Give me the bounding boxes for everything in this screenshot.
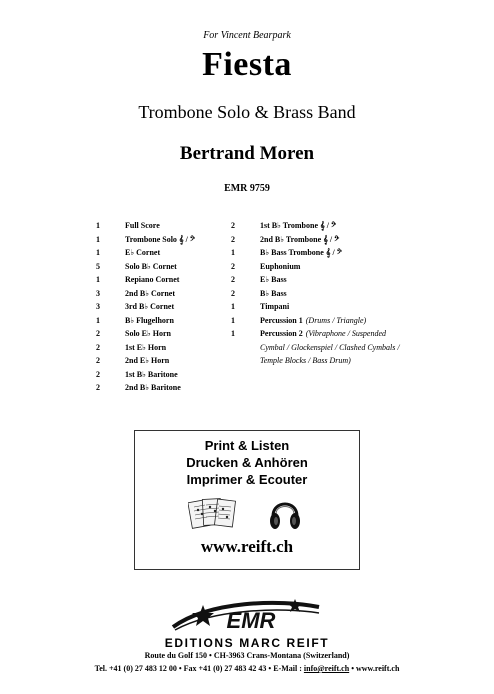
part-row <box>231 273 451 287</box>
page-title: Fiesta <box>202 46 292 83</box>
part-name: B♭ Flugelhorn <box>125 315 174 325</box>
part-row <box>231 300 451 314</box>
part-note: (Vibraphone / Suspended <box>305 329 387 338</box>
part-name: 2nd B♭ Trombone 𝄞 / 𝄢 <box>260 234 340 244</box>
part-name: 2nd B♭ Baritone <box>125 383 181 392</box>
part-quantity: 2 <box>96 342 100 352</box>
part-quantity: 1 <box>96 315 100 325</box>
part-quantity: 1 <box>96 275 100 284</box>
part-row <box>231 314 451 328</box>
part-quantity: 1 <box>96 248 100 257</box>
part-quantity: 3 <box>96 302 100 311</box>
catalog-number: EMR 9759 <box>224 183 270 194</box>
part-quantity: 2 <box>231 221 235 230</box>
part-name: Trombone Solo 𝄞 / 𝄢 <box>125 234 196 244</box>
svg-text:EMR: EMR <box>226 608 276 633</box>
part-quantity: 2 <box>96 369 100 379</box>
part-name: E♭ Cornet <box>125 248 161 257</box>
part-quantity: 3 <box>96 288 100 298</box>
part-row <box>96 273 226 287</box>
subtitle: Trombone Solo & Brass Band <box>138 102 356 122</box>
part-name: 1st E♭ Horn <box>125 342 167 352</box>
promo-box <box>134 430 360 570</box>
promo-print-listen: Print & Listen <box>204 438 290 453</box>
part-row <box>96 233 226 247</box>
part-name: Percussion 1 <box>260 315 303 325</box>
promo-drucken: Drucken & Anhören <box>186 455 308 470</box>
part-row <box>96 314 226 328</box>
part-name: B♭ Bass Trombone 𝄞 / 𝄢 <box>260 248 342 257</box>
headphones-icon <box>268 494 302 537</box>
promo-imprimer: Imprimer & Ecouter <box>186 472 308 487</box>
sheet-music-icon <box>188 495 238 538</box>
part-row <box>96 219 226 233</box>
contact-website: • www.reift.ch <box>349 664 400 673</box>
part-quantity: 2 <box>231 261 235 271</box>
part-note: (Drums / Triangle) <box>305 315 367 325</box>
part-row <box>231 260 451 274</box>
part-name: Solo E♭ Horn <box>125 329 172 338</box>
part-row <box>96 327 226 341</box>
part-row <box>96 287 226 301</box>
part-name: Timpani <box>260 302 290 311</box>
part-row <box>96 381 226 395</box>
publisher-contact <box>0 664 494 673</box>
parts-list-right <box>231 219 451 368</box>
part-quantity: 2 <box>96 329 100 338</box>
part-quantity: 1 <box>231 329 235 338</box>
part-quantity: 1 <box>96 221 100 230</box>
part-name: 2nd E♭ Horn <box>125 356 170 365</box>
part-row <box>96 341 226 355</box>
part-row <box>231 219 451 233</box>
part-quantity: 1 <box>231 302 235 311</box>
part-name: B♭ Bass <box>260 288 287 298</box>
part-name: Repiano Cornet <box>125 275 180 284</box>
part-name: Percussion 2 <box>260 329 303 338</box>
part-name: E♭ Bass <box>260 275 287 284</box>
publisher-address: Route du Golf 150 • CH-3963 Crans-Montana (Switzerland) <box>144 651 350 660</box>
part-quantity: 1 <box>231 315 235 325</box>
part-quantity: 2 <box>231 288 235 298</box>
part-name: Euphonium <box>260 261 301 271</box>
part-row <box>96 260 226 274</box>
part-row <box>96 368 226 382</box>
part-row <box>231 327 451 341</box>
part-name: 2nd B♭ Cornet <box>125 288 175 298</box>
part-quantity: 2 <box>231 275 235 284</box>
dedication: For Vincent Bearpark <box>203 30 291 41</box>
part-note-continuation: Cymbal / Glockenspiel / Clashed Cymbals / <box>260 342 400 352</box>
part-note-continuation: Temple Blocks / Bass Drum) <box>260 356 351 365</box>
part-quantity: 2 <box>231 234 235 244</box>
part-quantity: 1 <box>231 248 235 257</box>
part-name: 3rd B♭ Cornet <box>125 302 175 311</box>
part-quantity: 2 <box>96 383 100 392</box>
contact-phone-fax: Tel. +41 (0) 27 483 12 00 • Fax +41 (0) 27 483 42 43 • E-Mail : <box>94 664 304 673</box>
part-name: 1st B♭ Trombone 𝄞 / 𝄢 <box>260 221 337 230</box>
part-name: Solo B♭ Cornet <box>125 261 177 271</box>
publisher-name: EDITIONS MARC REIFT <box>164 636 330 650</box>
part-row <box>96 246 226 260</box>
part-quantity: 5 <box>96 261 100 271</box>
email-link[interactable]: info@reift.ch <box>303 664 350 673</box>
parts-list-left <box>96 219 226 395</box>
part-row <box>231 246 451 260</box>
part-quantity: 1 <box>96 234 100 244</box>
promo-url[interactable]: www.reift.ch <box>200 537 294 556</box>
composer: Bertrand Moren <box>179 143 315 164</box>
part-row <box>96 300 226 314</box>
part-row <box>231 233 451 247</box>
part-row <box>96 354 226 368</box>
part-row <box>231 287 451 301</box>
part-name: Full Score <box>125 221 160 230</box>
part-name: 1st B♭ Baritone <box>125 369 178 379</box>
part-quantity: 2 <box>96 356 100 365</box>
